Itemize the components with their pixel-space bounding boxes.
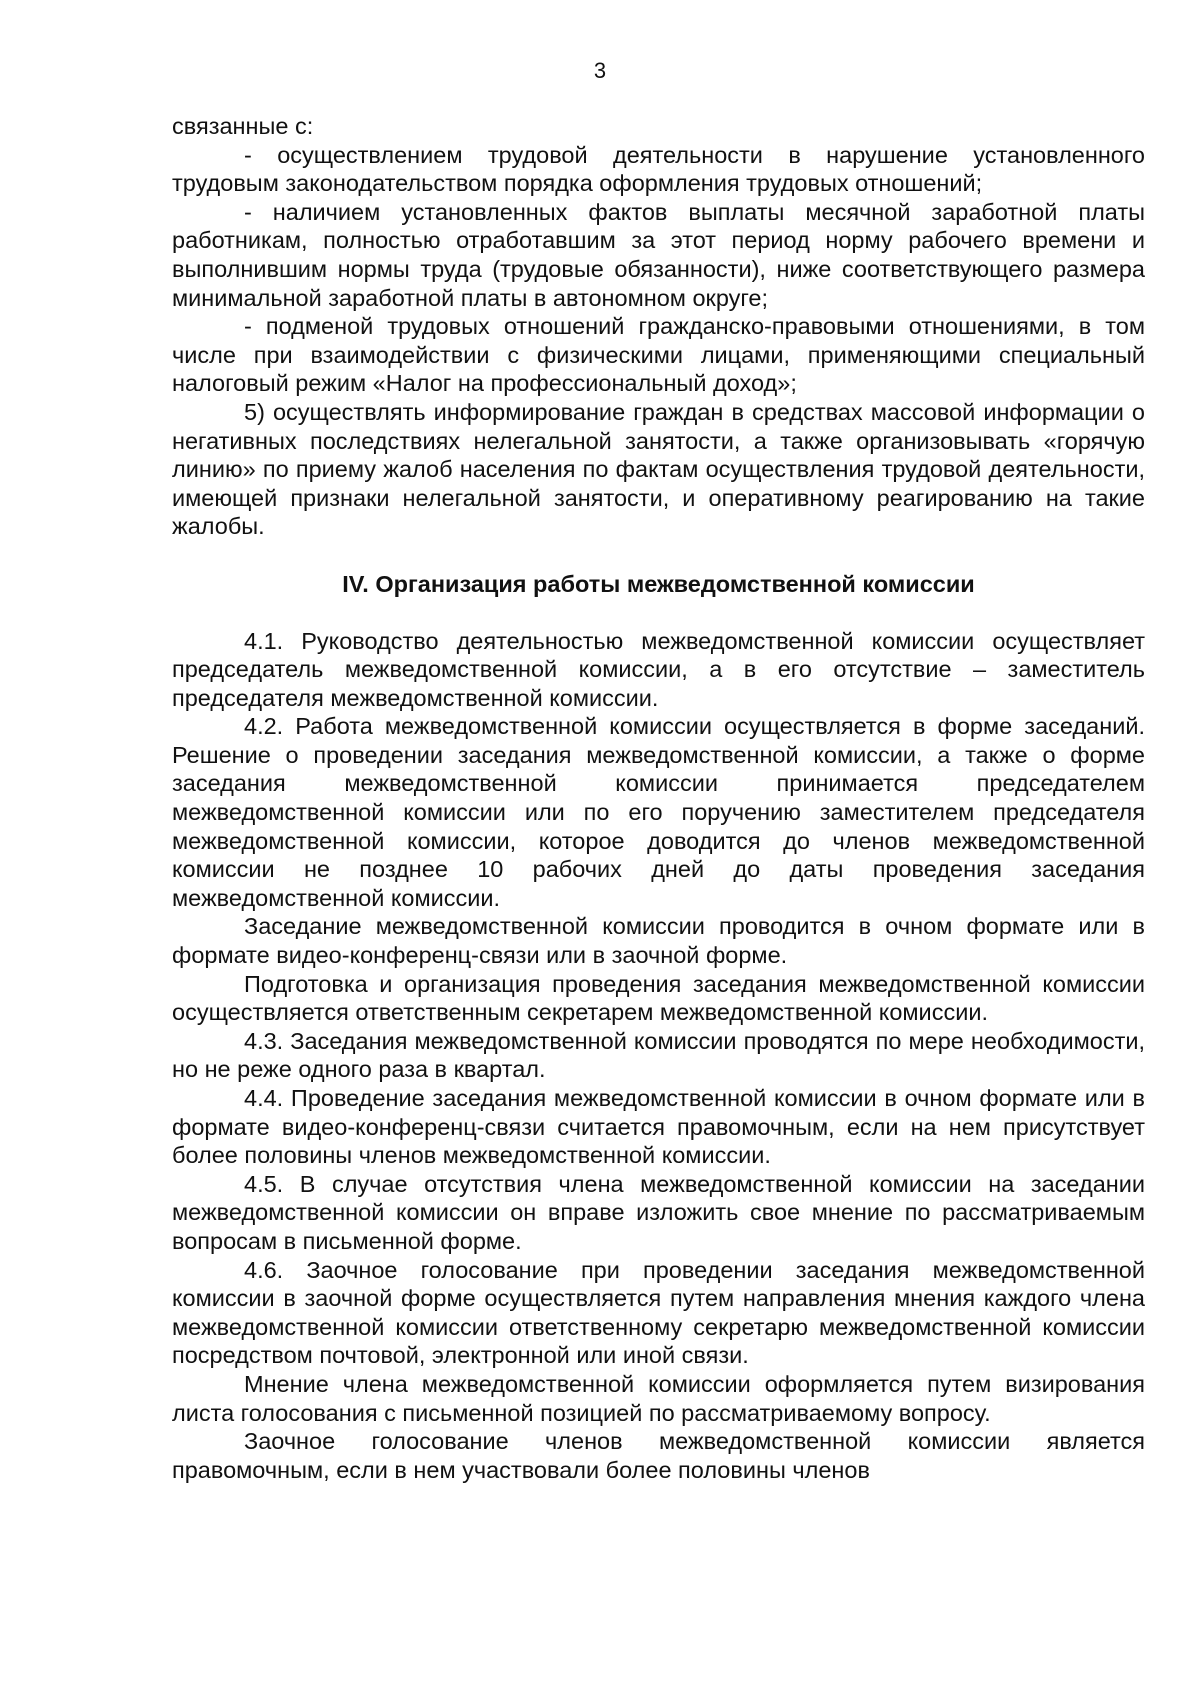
paragraph: 5) осуществлять информирование граждан в средствах массовой информации о негативных последствиях нелегальной занятости, а также организовывать «горячую линию» по приему жалоб населения по фактам осуществления трудовой деятельности, имеющей признаки нелегальной занятости, и оперативному реагированию на такие жалобы. (172, 398, 1145, 540)
spacer (172, 541, 1145, 570)
spacer (172, 599, 1145, 627)
paragraph: 4.5. В случае отсутствия члена межведомственной комиссии на заседании межведомственной комиссии он вправе изложить свое мнение по рассматриваемым вопросам в письменной форме. (172, 1170, 1145, 1254)
paragraph: - наличием установленных фактов выплаты месячной заработной платы работникам, полностью отработавшим за этот период норму рабочего времени и выполнившим нормы труда (трудовые обязанности), ниже соответствующего размера минимальной заработной платы в автономном округе; (172, 198, 1145, 311)
paragraph: 4.3. Заседания межведомственной комиссии проводятся по мере необходимости, но не реже одного раза в квартал. (172, 1027, 1145, 1083)
paragraph: 4.4. Проведение заседания межведомственной комиссии в очном формате или в формате видео-конференц-связи считается правомочным, если на нем присутствует более половины членов межведомственной комиссии. (172, 1085, 1145, 1169)
document-body (172, 112, 1145, 1484)
paragraph: Заседание межведомственной комиссии проводится в очном формате или в формате видео-конференц-связи или в заочной форме. (172, 913, 1145, 969)
paragraph: Заочное голосование членов межведомственной комиссии является правомочным, если в нем участвовали более половины членов (172, 1428, 1145, 1483)
paragraph: Мнение члена межведомственной комиссии оформляется путем визирования листа голосования с письменной позицией по рассматриваемому вопросу. (172, 1370, 1145, 1426)
section-heading: IV. Организация работы межведомственной комиссии (342, 570, 975, 597)
paragraph: - осуществлением трудовой деятельности в нарушение установленного трудовым законодательством порядка оформления трудовых отношений; (172, 141, 1145, 197)
paragraph: связанные с: (172, 113, 314, 139)
paragraph: - подменой трудовых отношений гражданско-правовыми отношениями, в том числе при взаимодействии с физическими лицами, применяющими специальный налоговый режим «Налог на профессиональный доход»; (172, 313, 1145, 397)
paragraph: 4.6. Заочное голосование при проведении заседания межведомственной комиссии в заочной форме осуществляется путем направления мнения каждого члена межведомственной комиссии ответственному секретарю межведомственной комиссии посредством почтовой, электронной или иной связи. (172, 1256, 1145, 1369)
paragraph: Подготовка и организация проведения заседания межведомственной комиссии осуществляется ответственным секретарем межведомственной комиссии. (172, 970, 1145, 1026)
paragraph: 4.2. Работа межведомственной комиссии осуществляется в форме заседаний. Решение о проведении заседания межведомственной комиссии, а также о форме заседания межведомственной комиссии принимается председателем межведомственной комиссии или по его поручению заместителем председателя межведомственной комиссии, которое доводится до членов межведомственной комиссии не позднее 10 рабочих дней до даты проведения заседания межведомственной комиссии. (172, 713, 1145, 911)
paragraph: 4.1. Руководство деятельностью межведомственной комиссии осуществляет председатель межведомственной комиссии, а в его отсутствие – заместитель председателя межведомственной комиссии. (172, 627, 1145, 711)
page-number: 3 (593, 58, 607, 83)
